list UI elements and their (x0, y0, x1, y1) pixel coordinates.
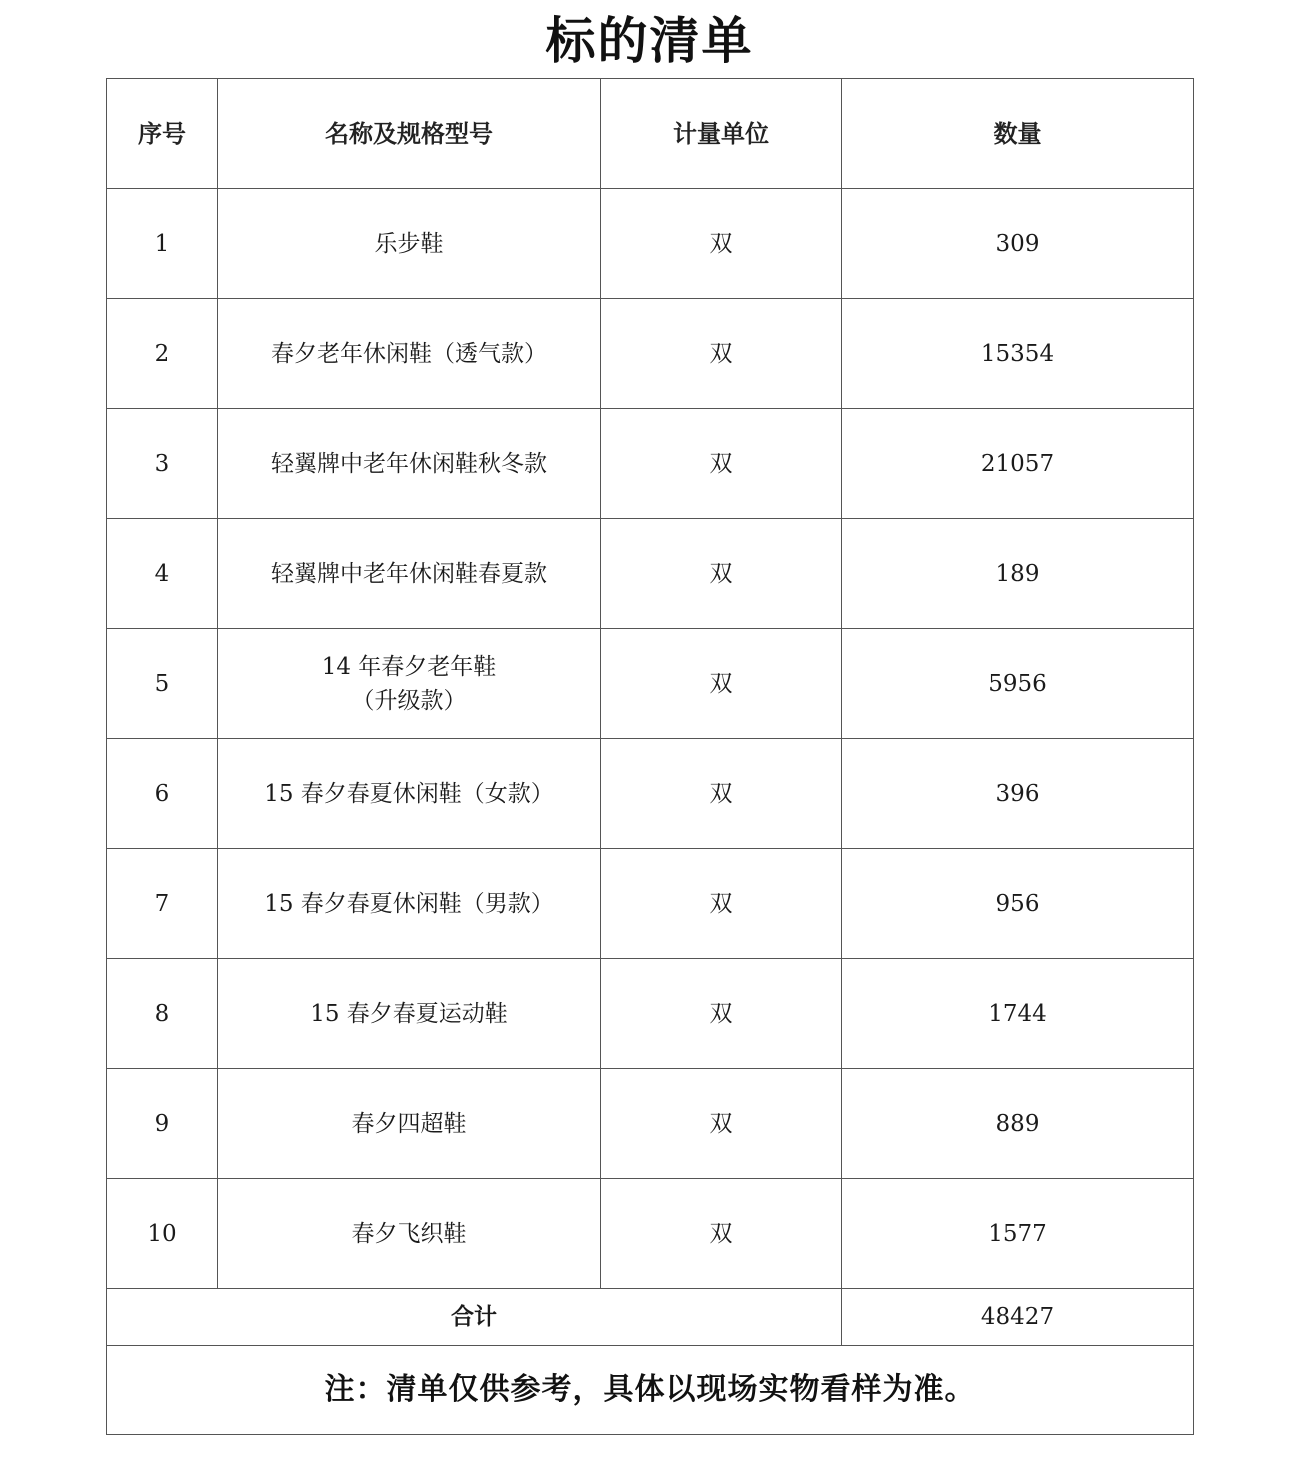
table-row (107, 299, 1194, 409)
note-row (107, 1346, 1194, 1435)
cell-index: 4 (107, 519, 218, 629)
cell-index: 8 (107, 959, 218, 1069)
table-body (107, 189, 1194, 1289)
cell-unit: 双 (601, 409, 842, 519)
cell-index: 10 (107, 1179, 218, 1289)
cell-name (218, 629, 601, 739)
cell-quantity: 309 (842, 189, 1194, 299)
column-header-unit: 计量单位 (601, 79, 842, 189)
cell-unit: 双 (601, 959, 842, 1069)
cell-unit: 双 (601, 849, 842, 959)
cell-name (218, 409, 601, 519)
cell-name (218, 519, 601, 629)
column-header-quantity: 数量 (842, 79, 1194, 189)
cell-name-line: 乐步鞋 (374, 230, 444, 257)
cell-name-line: 春夕老年休闲鞋（透气款） (271, 340, 547, 367)
cell-unit: 双 (601, 519, 842, 629)
total-quantity: 48427 (842, 1289, 1194, 1346)
table-row (107, 409, 1194, 519)
table-row (107, 959, 1194, 1069)
cell-unit: 双 (601, 189, 842, 299)
cell-unit: 双 (601, 1069, 842, 1179)
total-row (107, 1289, 1194, 1346)
note-text: 注：清单仅供参考，具体以现场实物看样为准。 (107, 1346, 1194, 1435)
cell-index: 5 (107, 629, 218, 739)
table-row (107, 1179, 1194, 1289)
table-row (107, 519, 1194, 629)
cell-quantity: 396 (842, 739, 1194, 849)
cell-name (218, 299, 601, 409)
cell-index: 1 (107, 189, 218, 299)
cell-name-line: 15 春夕春夏休闲鞋（女款） (264, 780, 554, 807)
cell-quantity: 5956 (842, 629, 1194, 739)
cell-name (218, 739, 601, 849)
table-row (107, 629, 1194, 739)
column-header-index: 序号 (107, 79, 218, 189)
table-header-row (107, 79, 1194, 189)
cell-index: 9 (107, 1069, 218, 1179)
cell-unit: 双 (601, 1179, 842, 1289)
cell-unit: 双 (601, 629, 842, 739)
total-label: 合计 (107, 1289, 842, 1346)
cell-name-line: 春夕四超鞋 (351, 1110, 467, 1137)
cell-index: 2 (107, 299, 218, 409)
table-row (107, 849, 1194, 959)
cell-name (218, 959, 601, 1069)
cell-name (218, 849, 601, 959)
cell-name-line: 春夕飞织鞋 (351, 1220, 467, 1247)
cell-quantity: 956 (842, 849, 1194, 959)
cell-name-line: （升级款） (351, 687, 467, 714)
table-row (107, 1069, 1194, 1179)
cell-name-line: 14 年春夕老年鞋 (321, 653, 497, 680)
cell-name (218, 1069, 601, 1179)
cell-name-line: 15 春夕春夏休闲鞋（男款） (264, 890, 554, 917)
cell-name-line: 轻翼牌中老年休闲鞋秋冬款 (271, 450, 547, 477)
cell-name (218, 1179, 601, 1289)
cell-name (218, 189, 601, 299)
column-header-name: 名称及规格型号 (218, 79, 601, 189)
cell-quantity: 1744 (842, 959, 1194, 1069)
cell-quantity: 889 (842, 1069, 1194, 1179)
cell-quantity: 1577 (842, 1179, 1194, 1289)
cell-index: 7 (107, 849, 218, 959)
cell-quantity: 189 (842, 519, 1194, 629)
cell-unit: 双 (601, 299, 842, 409)
item-list-table (106, 78, 1194, 1435)
table-row (107, 189, 1194, 299)
cell-unit: 双 (601, 739, 842, 849)
cell-quantity: 15354 (842, 299, 1194, 409)
cell-name-line: 轻翼牌中老年休闲鞋春夏款 (271, 560, 547, 587)
cell-quantity: 21057 (842, 409, 1194, 519)
cell-name-line: 15 春夕春夏运动鞋 (310, 1000, 508, 1027)
cell-index: 6 (107, 739, 218, 849)
table-row (107, 739, 1194, 849)
page-title: 标的清单 (545, 12, 754, 70)
cell-index: 3 (107, 409, 218, 519)
